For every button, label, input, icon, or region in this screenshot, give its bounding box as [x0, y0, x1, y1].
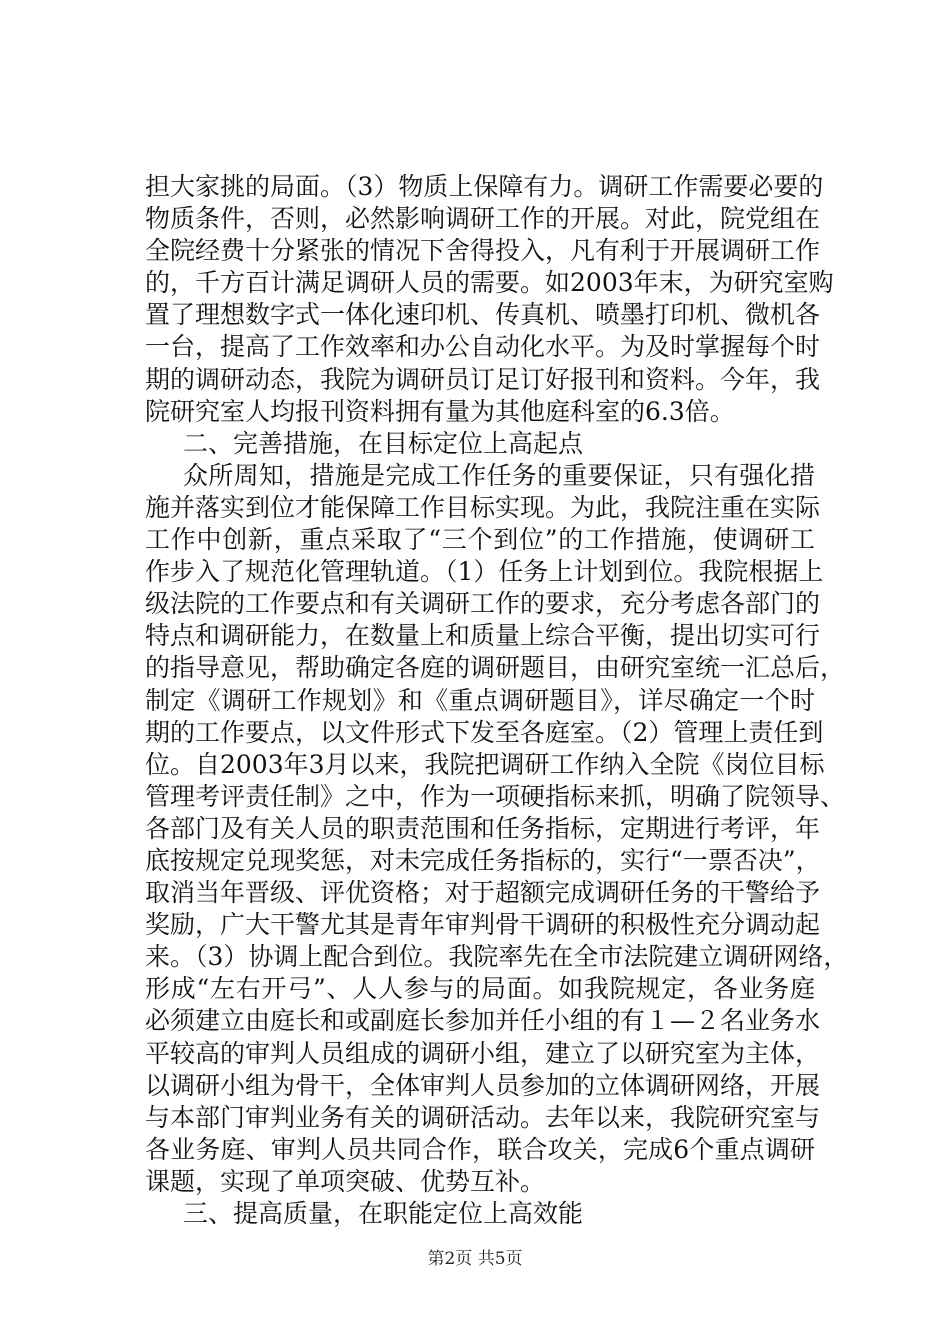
page-footer: 第2页 共5页 — [427, 1249, 523, 1269]
section-heading: 三、提高质量，在职能定位上高效能 — [183, 1199, 584, 1228]
text-line: 一台，提高了工作效率和办公自动化水平。为及时掌握每个时 — [145, 332, 821, 362]
text-line: 奖励，广大干警尤其是青年审判骨干调研的积极性充分调动起 — [145, 910, 821, 940]
text-line: 期的工作要点，以文件形式下发至各庭室。（2）管理上责任到 — [145, 717, 824, 747]
text-line: 置了理想数字式一体化速印机、传真机、喷墨打印机、微机各 — [145, 300, 821, 330]
text-line: 物质条件，否则，必然影响调研工作的开展。对此，院党组在 — [145, 204, 821, 234]
text-line: 特点和调研能力，在数量上和质量上综合平衡，提出切实可行 — [145, 621, 821, 651]
text-line: 课题，实现了单项突破、优势互补。 — [145, 1166, 546, 1196]
text-line: 作步入了规范化管理轨道。（1）任务上计划到位。我院根据上 — [145, 557, 824, 587]
text-line: 来。（3）协调上配合到位。我院率先在全市法院建立调研网络， — [145, 942, 849, 972]
text-line: 全院经费十分紧张的情况下舍得投入，凡有利于开展调研工作 — [145, 236, 821, 266]
text-line: 以调研小组为骨干，全体审判人员参加的立体调研网络，开展 — [145, 1070, 821, 1100]
document-body — [145, 171, 849, 1230]
text-line: 与本部门审判业务有关的调研活动。去年以来，我院研究室与 — [145, 1102, 821, 1132]
text-line: 形成“左右开弓”、人人参与的局面。如我院规定，各业务庭 — [145, 974, 815, 1004]
text-line: 工作中创新，重点采取了“三个到位”的工作措施，使调研工 — [145, 525, 815, 555]
text-line: 取消当年晋级、评优资格；对于超额完成调研任务的干警给予 — [145, 878, 821, 908]
text-line: 必须建立由庭长和或副庭长参加并任小组的有１—２名业务水 — [145, 1006, 821, 1036]
text-line: 各部门及有关人员的职责范围和任务指标，定期进行考评，年 — [145, 813, 821, 843]
text-line: 平较高的审判人员组成的调研小组，建立了以研究室为主体， — [145, 1038, 821, 1068]
text-line: 期的调研动态，我院为调研员订足订好报刊和资料。今年，我 — [145, 364, 821, 394]
text-line: 的指导意见，帮助确定各庭的调研题目，由研究室统一汇总后， — [145, 653, 846, 683]
text-line: 制定《调研工作规划》和《重点调研题目》，详尽确定一个时 — [145, 685, 815, 715]
text-line: 位。自2003年3月以来，我院把调研工作纳入全院《岗位目标 — [145, 749, 825, 779]
text-line: 施并落实到位才能保障工作目标实现。为此，我院注重在实际 — [145, 492, 821, 522]
text-line: 担大家挑的局面。（3）物质上保障有力。调研工作需要必要的 — [145, 172, 824, 201]
text-line: 管理考评责任制》之中，作为一项硬指标来抓，明确了院领导、 — [145, 781, 846, 811]
text-line: 院研究室人均报刊资料拥有量为其他庭科室的6.3倍。 — [145, 396, 735, 426]
text-line: 各业务庭、审判人员共同合作，联合攻关，完成6个重点调研 — [145, 1134, 815, 1164]
text-line: 的，千方百计满足调研人员的需要。如2003年末，为研究室购 — [145, 268, 834, 298]
text-line: 级法院的工作要点和有关调研工作的要求，充分考虑各部门的 — [145, 589, 821, 619]
section-heading: 二、完善措施，在目标定位上高起点 — [183, 428, 584, 458]
text-line: 底按规定兑现奖惩，对未完成任务指标的，实行“一票否决”， — [145, 845, 821, 875]
text-line: 众所周知，措施是完成工作任务的重要保证，只有强化措 — [183, 460, 815, 490]
